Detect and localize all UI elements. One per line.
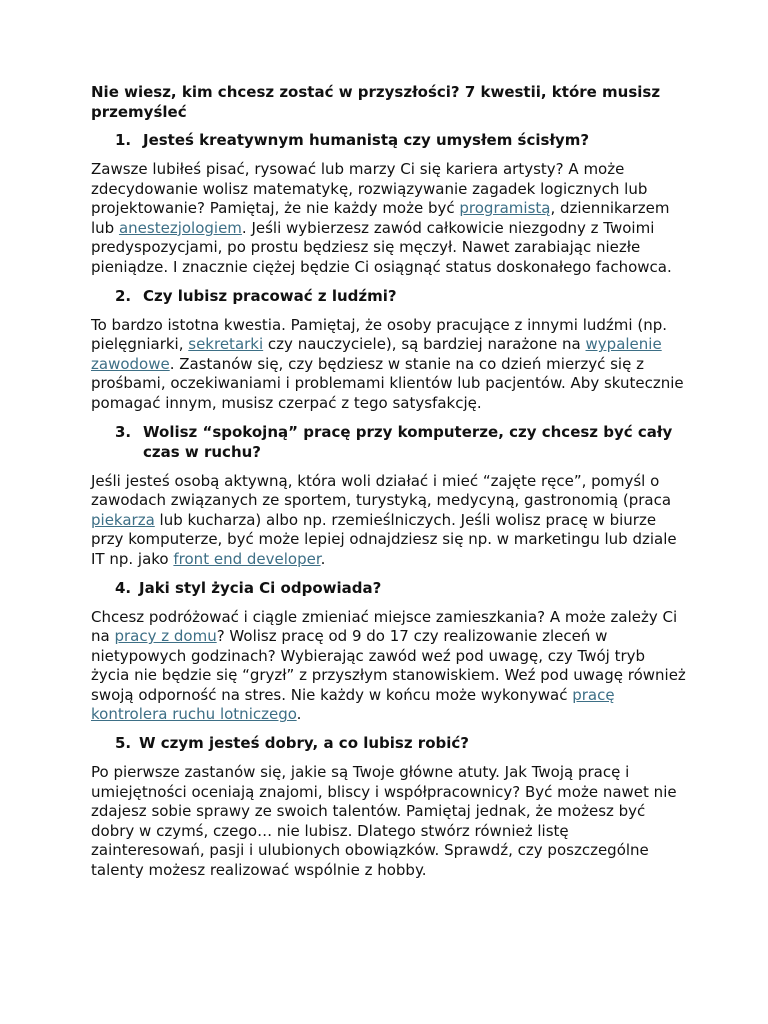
section-paragraph-2 <box>91 316 687 414</box>
question-text: Jesteś kreatywnym humanistą czy umysłem ścisłym? <box>143 131 590 149</box>
paragraph-text: czy nauczyciele), są bardziej narażone na <box>263 335 586 354</box>
list-number: 2. <box>115 286 132 305</box>
document-page <box>91 82 687 889</box>
paragraph-text: . <box>320 549 326 568</box>
paragraph-text: , dziennikarzem lub <box>91 199 670 237</box>
section-paragraph-4 <box>91 608 687 726</box>
link-front-end-developer[interactable]: front end developer <box>173 549 321 568</box>
list-number: 1. <box>115 131 132 149</box>
question-heading-1 <box>91 130 687 150</box>
question-text: W czym jesteś dobry, a co lubisz robić? <box>139 734 469 753</box>
paragraph-text: To bardzo istotna kwestia. Pamiętaj, że osoby pracujące z innymi ludźmi (np. pielęgniarki, <box>91 315 667 354</box>
paragraph-text: . Zastanów się, czy będziesz w stanie na co dzień mierzyć się z prośbami, oczekiwaniami i problemami klientów lub pacjentów. Aby skutecznie pomagać innym, musisz czerpać z tego satysfakcję. <box>91 354 684 412</box>
paragraph-text: ? Wolisz pracę od 9 do 17 czy realizowanie zleceń w nietypowych godzinach? Wybierając zawód weź pod uwagę, czy Twój tryb życia nie będzie się “gryzł” z przyszłym stanowiskiem. Weź pod uwagę również swoją odporność na stres. Nie każdy w końcu może wykonywać <box>91 627 686 704</box>
question-heading-5 <box>91 733 687 753</box>
link-wypalenie-zawodowe[interactable]: wypalenie zawodowe <box>91 335 662 373</box>
question-text: Czy lubisz pracować z ludźmi? <box>143 286 397 305</box>
link-praca-z-domu[interactable]: pracy z domu <box>114 627 217 646</box>
paragraph-text: Jeśli jesteś osobą aktywną, która woli działać i mieć “zajęte ręce”, pomyśl o zawodach związanych ze sportem, turystyką, medycyną, gastronomią (praca <box>91 471 672 510</box>
link-anestezjolog[interactable]: anestezjologiem <box>118 218 242 237</box>
paragraph-text: Zawsze lubiłeś pisać, rysować lub marzy Ci się kariera artysty? A może zdecydowanie wolisz matematykę, rozwiązywanie zagadek logicznych lub projektowanie? Pamiętaj, że nie każdy może być <box>91 160 648 218</box>
link-programista[interactable]: programistą <box>459 199 551 218</box>
link-sekretarki[interactable]: sekretarki <box>188 335 264 354</box>
section-paragraph-3 <box>91 472 687 570</box>
article-title: Nie wiesz, kim chcesz zostać w przyszłości? 7 kwestii, które musisz przemyśleć <box>91 83 661 121</box>
section-paragraph-5: Po pierwsze zastanów się, jakie są Twoje główne atuty. Jak Twoją pracę i umiejętności oceniają znajomi, bliscy i współpracownicy? Być może nawet nie zdajesz sobie sprawy ze swoich talentów. Pamiętaj jednak, że możesz być dobry w czymś, czego… nie lubisz. Dlatego stwórz również listę zainteresowań, pasji i ulubionych obowiązków. Sprawdź, czy poszczególne talenty możesz realizować wspólnie z hobby. <box>91 763 677 880</box>
list-number: 4. <box>115 578 132 597</box>
list-number: 3. <box>115 422 132 441</box>
link-kontroler-ruchu-lotniczego[interactable]: pracę kontrolera ruchu lotniczego <box>91 685 615 724</box>
question-heading-4 <box>91 578 687 598</box>
question-heading-3 <box>91 422 687 462</box>
list-number: 5. <box>115 734 132 753</box>
question-text: Jaki styl życia Ci odpowiada? <box>139 578 382 597</box>
link-piekarz[interactable]: piekarza <box>91 510 155 529</box>
section-paragraph-1 <box>91 160 687 278</box>
paragraph-text: . <box>296 705 302 724</box>
paragraph-text: Chcesz podróżować i ciągle zmieniać miejsce zamieszkania? A może zależy Ci na <box>91 607 678 646</box>
paragraph-text: lub kucharza) albo np. rzemieślniczych. Jeśli wolisz pracę w biurze przy komputerze, być może lepiej odnajdziesz się np. w marketingu lub dziale IT np. jako <box>91 510 677 568</box>
paragraph-text: . Jeśli wybierzesz zawód całkowicie niezgodny z Twoimi predyspozycjami, po prostu będziesz się męczył. Nawet zarabiając niezłe pieniądze. I znacznie ciężej będzie Ci osiągnąć status doskonałego fachowca. <box>91 218 672 276</box>
question-heading-2 <box>91 286 687 306</box>
question-text: Wolisz “spokojną” pracę przy komputerze, czy chcesz być cały czas w ruchu? <box>143 422 673 461</box>
